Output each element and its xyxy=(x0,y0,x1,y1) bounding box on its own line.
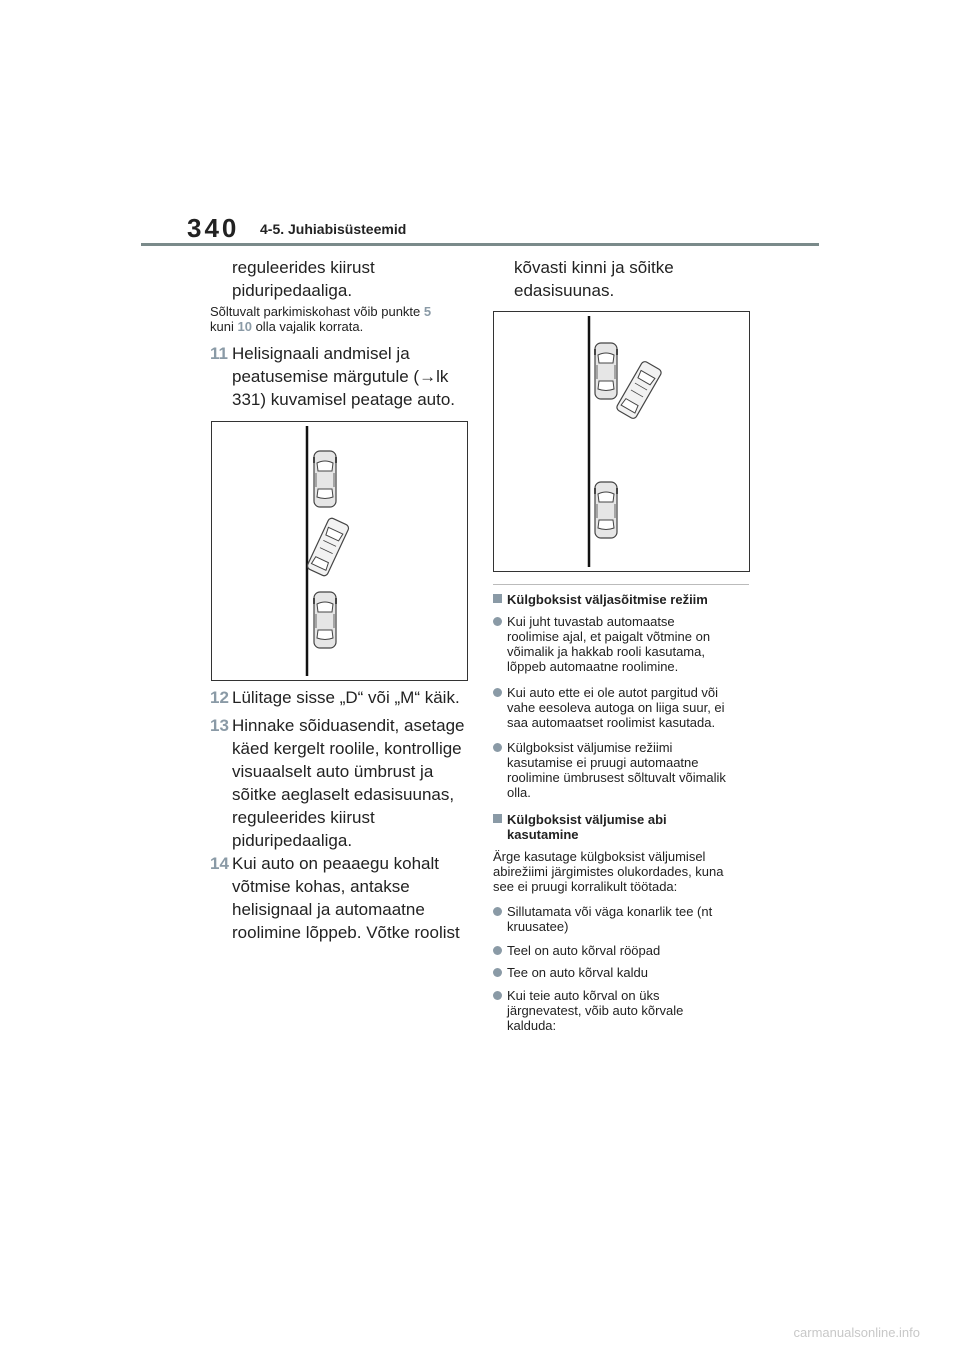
bullet-item xyxy=(493,740,753,802)
step-text xyxy=(232,342,455,411)
bullet-line: Tee on auto kõrval kaldu xyxy=(507,965,648,980)
bullet-line: kalduda: xyxy=(507,1018,557,1033)
step-line: visuaalselt auto ümbrust ja xyxy=(232,762,434,781)
step-line: peatusemise märgutule (→lk xyxy=(232,367,449,386)
para-line: Ärge kasutage külgboksist väljumisel xyxy=(493,849,706,864)
step-number: 13 xyxy=(210,716,229,735)
note-text-2b: olla vajalik korrata. xyxy=(255,319,364,334)
step-line: Helisignaali andmisel ja xyxy=(232,344,410,363)
square-heading-icon xyxy=(493,814,502,823)
step-text xyxy=(232,686,460,709)
section-divider xyxy=(493,584,749,585)
car-top-view-icon xyxy=(306,517,350,577)
cont-line-2: edasisuunas. xyxy=(514,281,615,300)
car-top-view-icon xyxy=(615,360,662,419)
step-line: 331) kuvamisel peatage auto. xyxy=(232,390,456,409)
step-12 xyxy=(210,686,470,710)
heading-side-exit-assist xyxy=(493,812,667,827)
step-line: reguleerides kiirust xyxy=(232,808,375,827)
bullet-line: roolimine ümbrusest sõltuvalt võimalik xyxy=(507,770,726,785)
section-title: 4-5. Juhiabisüsteemid xyxy=(260,221,407,237)
note-text-2a: kuni xyxy=(210,319,234,334)
bullet-line: Kui teie auto kõrval on üks xyxy=(507,988,660,1003)
bullet-dot-icon xyxy=(493,743,502,752)
bullet-item xyxy=(493,965,753,981)
bullet-text xyxy=(507,988,683,1033)
note-text-1: Sõltuvalt parkimiskohast võib punkte xyxy=(210,304,421,319)
bullet-line: Kui juht tuvastab automaatse xyxy=(507,614,675,629)
page-ref-link[interactable]: lk xyxy=(436,367,449,386)
heading-text: Külgboksist väljasõitmise režiim xyxy=(507,592,708,607)
para-line: see ei pruugi korralikult töötada: xyxy=(493,879,678,894)
bullet-item xyxy=(493,614,753,676)
page-number: 340 xyxy=(187,213,240,243)
bullet-text xyxy=(507,685,725,730)
warning-paragraph xyxy=(493,849,753,894)
watermark: carmanualsonline.info xyxy=(793,1325,920,1340)
intro-line-1: reguleerides kiirust xyxy=(232,258,375,277)
bullet-dot-icon xyxy=(493,907,502,916)
step-14 xyxy=(210,852,470,946)
step-line: Lülitage sisse „D“ või „M“ käik. xyxy=(232,688,460,707)
note-line-2 xyxy=(210,319,363,334)
bullet-line: järgnevatest, võib auto kõrvale xyxy=(507,1003,684,1018)
bullet-text xyxy=(507,904,712,934)
note-ref-2: 10 xyxy=(237,319,252,334)
bullet-dot-icon xyxy=(493,991,502,1000)
bullet-text xyxy=(507,614,710,674)
figure-parking-exit-2 xyxy=(493,311,750,572)
heading-side-exit-mode xyxy=(493,592,708,607)
bullet-dot-icon xyxy=(493,688,502,697)
para-line: abirežiimi järgimistes olukordades, kuna xyxy=(493,864,724,879)
step-11 xyxy=(210,342,470,412)
note-ref-1: 5 xyxy=(423,304,432,319)
bullet-line: vahe eesoleva autoga on liiga suur, ei xyxy=(507,700,725,715)
heading-side-exit-assist-line2: kasutamine xyxy=(507,827,579,842)
bullet-dot-icon xyxy=(493,946,502,955)
bullet-line: Sillutamata või väga konarlik tee (nt xyxy=(507,904,713,919)
step-line: sõitke aeglaselt edasisuunas, xyxy=(232,785,455,804)
step-line: Hinnake sõiduasendit, asetage xyxy=(232,716,465,735)
bullet-item xyxy=(493,685,753,731)
step-line: Kui auto on peaaegu kohalt xyxy=(232,854,440,873)
step-line: piduripedaaliga. xyxy=(232,831,353,850)
bullet-item xyxy=(493,943,753,959)
step-line: roolimine lõppeb. Võtke roolist xyxy=(232,923,460,942)
step-number: 11 xyxy=(210,344,228,363)
diagram-svg xyxy=(212,422,467,680)
bullet-text xyxy=(507,943,660,958)
bullet-line: olla. xyxy=(507,785,531,800)
step-number: 12 xyxy=(210,688,229,707)
bullet-dot-icon xyxy=(493,968,502,977)
bullet-line: võimalik ja hakkab rooli kasutama, xyxy=(507,644,705,659)
note-line-1 xyxy=(210,304,431,319)
diagram-svg xyxy=(494,312,749,571)
header-rule xyxy=(141,243,819,246)
car-top-view-icon xyxy=(313,451,337,507)
step-line: helisignaal ja automaatne xyxy=(232,900,425,919)
figure-parking-exit-1 xyxy=(211,421,468,681)
bullet-text xyxy=(507,740,726,800)
heading-text: Külgboksist väljumise abi xyxy=(507,812,667,827)
car-top-view-icon xyxy=(594,482,618,538)
bullet-line: Külgboksist väljumise režiimi xyxy=(507,740,673,755)
bullet-text xyxy=(507,965,648,980)
bullet-line: lõppeb automaatne roolimine. xyxy=(507,659,679,674)
bullet-item xyxy=(493,988,753,1034)
bullet-line: roolimise ajal, et paigalt võtmine on xyxy=(507,629,711,644)
arrow-icon: → xyxy=(419,367,437,386)
step-text xyxy=(232,852,460,944)
bullet-line: Kui auto ette ei ole autot pargitud või xyxy=(507,685,719,700)
bullet-line: Teel on auto kõrval rööpad xyxy=(507,943,661,958)
step-number: 14 xyxy=(210,854,229,873)
step-text xyxy=(232,714,465,852)
intro-line-2: piduripedaaliga. xyxy=(232,281,353,300)
car-top-view-icon xyxy=(313,592,337,648)
bullet-line: kasutamise ei pruugi automaatne xyxy=(507,755,699,770)
car-top-view-icon xyxy=(594,343,618,399)
bullet-line: saa automaatset roolimist kasutada. xyxy=(507,715,716,730)
square-heading-icon xyxy=(493,594,502,603)
cont-line-1: kõvasti kinni ja sõitke xyxy=(514,258,674,277)
step-line: käed kergelt roolile, kontrollige xyxy=(232,739,462,758)
bullet-line: kruusatee) xyxy=(507,919,569,934)
step-13 xyxy=(210,714,470,854)
step-line: võtmise kohas, antakse xyxy=(232,877,410,896)
bullet-item xyxy=(493,904,753,936)
bullet-dot-icon xyxy=(493,617,502,626)
